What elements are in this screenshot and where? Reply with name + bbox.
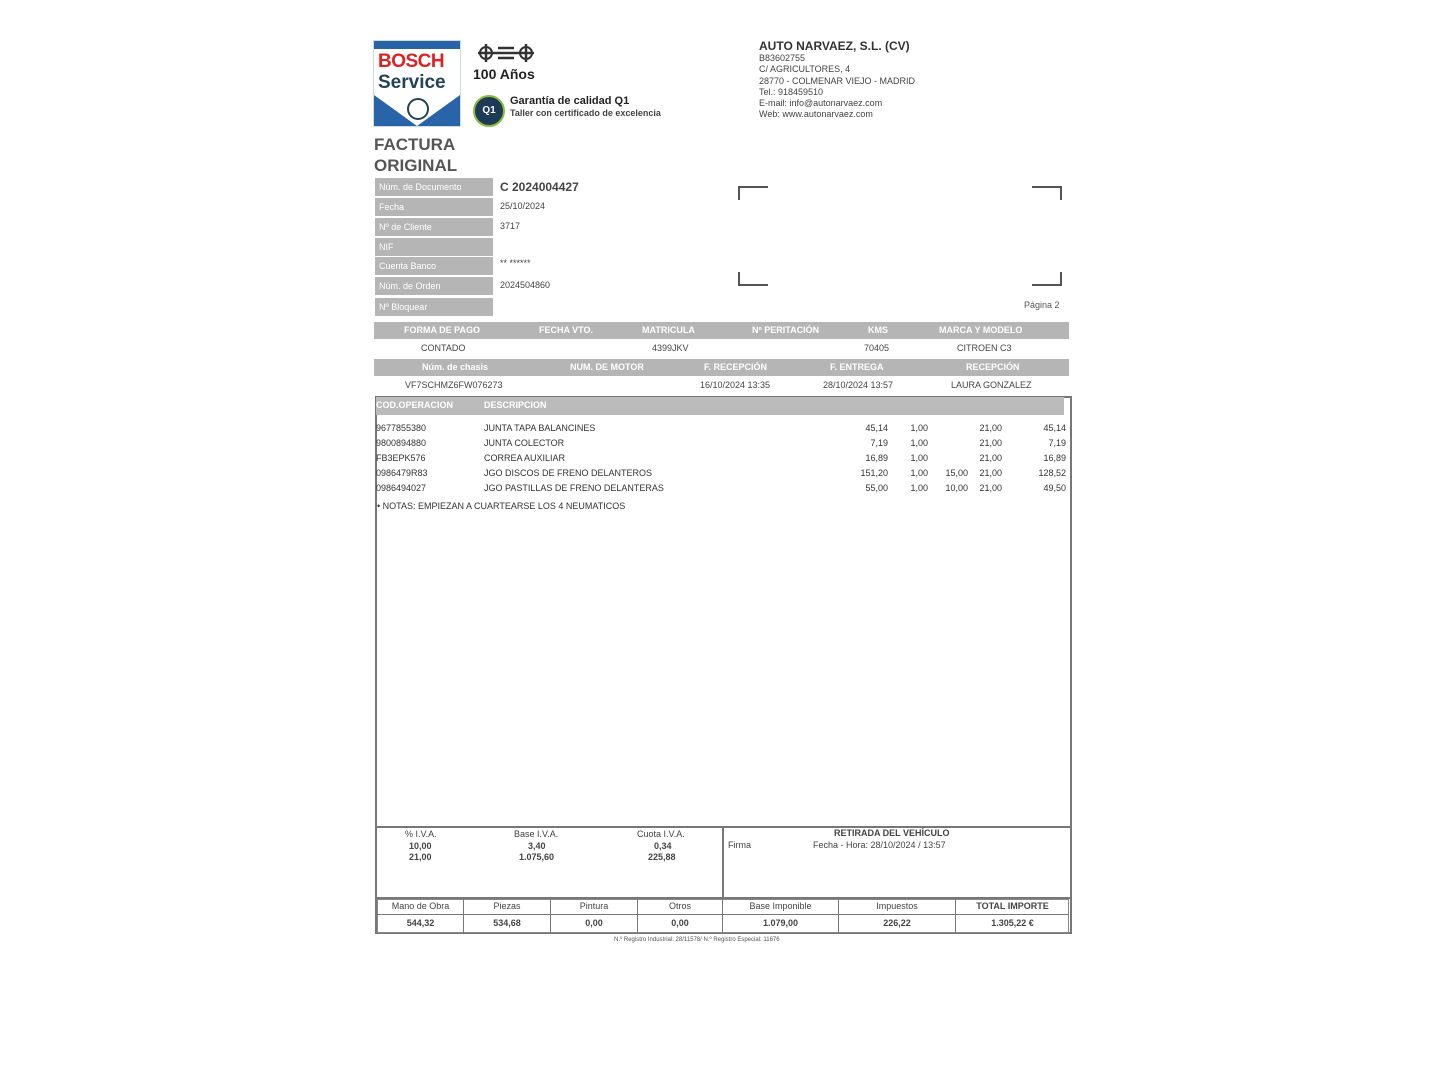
wrench-icon (476, 40, 536, 66)
bank-account: ** ****** (500, 258, 531, 268)
detail-header: COD.OPERACION DESCRIPCION (376, 397, 1064, 415)
taxable-base-value: 1.079,00 (762, 918, 799, 928)
total-label: TOTAL IMPORTE (976, 901, 1049, 911)
quality-subtitle: Taller con certificado de excelencia (510, 108, 661, 118)
vat-rate-header: % I.V.A. (405, 829, 437, 839)
divider (377, 914, 1069, 915)
vehicle-values-2: VF7SCHMZ6FW076273 16/10/2024 13:35 28/10/2024 13:57 LAURA GONZALEZ (405, 380, 1032, 390)
service-logo-text: Service (378, 72, 446, 93)
q1-badge-icon: Q1 (473, 95, 505, 127)
bosch-service-logo (373, 40, 461, 127)
line-item: 0986479R83 JGO DISCOS DE FRENO DELANTEROS 151,20 1,00 15,00 21,00 128,52 (376, 468, 1066, 478)
window-corner (1032, 186, 1062, 200)
company-email: E-mail: info@autonarvaez.com (759, 98, 883, 109)
divider (722, 828, 724, 898)
other-value: 0,00 (671, 918, 689, 928)
field-label: Fecha (375, 198, 493, 216)
taxes-label: Impuestos (876, 901, 918, 911)
pickup-title: RETIRADA DEL VEHÍCULO (834, 828, 950, 838)
vat-quota-header: Cuota I.V.A. (637, 829, 685, 839)
vat-base-header: Base I.V.A. (514, 829, 559, 839)
registry-footer: N.º Registro Industrial: 28/11578/ N.º Registro Especial: 11676 (614, 937, 780, 943)
company-info (759, 41, 915, 120)
vehicle-header-1: FORMA DE PAGO FECHA VTO. MATRICULA Nº PERITACIÓN KMS MARCA Y MODELO (374, 322, 1069, 339)
labor-value: 544,32 (406, 918, 435, 928)
field-label: Núm. de Orden (375, 277, 493, 295)
window-corner (738, 272, 768, 286)
quality-title: Garantía de calidad Q1 (510, 95, 630, 107)
document-title: FACTURA ORIGINAL (374, 135, 458, 175)
vat-quota: 0,34 (654, 841, 672, 851)
paint-label: Pintura (579, 901, 609, 911)
bosch-emblem-icon (407, 98, 429, 120)
taxes-value: 226,22 (883, 918, 911, 928)
vat-rate: 10,00 (409, 841, 432, 851)
vehicle-header-2: Núm. de chasis NUM. DE MOTOR F. RECEPCIÓN F. ENTREGA RECEPCIÓN (374, 359, 1069, 376)
line-item: 9800894880 JUNTA COLECTOR 7,19 1,00 21,00 7,19 (376, 438, 1066, 448)
bosch-logo-text: BOSCH (378, 51, 445, 72)
company-web: Web: www.autonarvaez.com (759, 109, 873, 120)
parts-label: Piezas (493, 901, 521, 911)
order-number: 2024504860 (500, 280, 551, 290)
company-cif: B83602755 (759, 53, 806, 64)
page-number: Página 2 (1024, 300, 1060, 310)
signature-label: Firma (728, 840, 751, 850)
notes: • NOTAS: EMPIEZAN A CUARTEARSE LOS 4 NEUMATICOS (377, 501, 626, 511)
taxable-base-label: Base Imponible (749, 901, 812, 911)
company-phone: Tel.: 918459510 (759, 86, 824, 97)
other-label: Otros (668, 901, 691, 911)
parts-value: 534,68 (493, 918, 521, 928)
field-label: Núm. de Documento (375, 178, 493, 196)
line-item: FB3EPK576 CORREA AUXILIAR 16,89 1,00 21,00 16,89 (376, 453, 1066, 463)
client-number: 3717 (500, 221, 521, 231)
pickup-datetime: Fecha - Hora: 28/10/2024 / 13:57 (813, 840, 946, 850)
field-label: Cuenta Banco (375, 257, 493, 275)
line-item: 9677855380 JUNTA TAPA BALANCINES 45,14 1,00 21,00 45,14 (376, 423, 1066, 433)
company-address: C/ AGRICULTORES, 4 (759, 64, 851, 75)
total-value: 1.305,22 € (991, 918, 1034, 928)
labor-label: Mano de Obra (391, 901, 450, 911)
paint-value: 0,00 (585, 918, 603, 928)
company-city: 28770 - COLMENAR VIEJO - MADRID (759, 75, 916, 86)
divider (376, 826, 1072, 828)
window-corner (738, 186, 768, 200)
vehicle-values-1: CONTADO 4399JKV 70405 CITROEN C3 (421, 343, 1012, 353)
anniversary-label: 100 Años (473, 66, 535, 82)
document-date: 25/10/2024 (500, 201, 546, 211)
line-item: 0986494027 JGO PASTILLAS DE FRENO DELANTERAS 55,00 1,00 10,00 21,00 49,50 (376, 483, 1066, 493)
window-corner (1032, 272, 1062, 286)
vat-base: 3,40 (528, 841, 546, 851)
vat-base: 1.075,60 (519, 852, 555, 862)
vat-quota: 225,88 (648, 852, 676, 862)
document-number: C 2024004427 (500, 180, 579, 194)
vat-rate: 21,00 (409, 852, 432, 862)
company-name: AUTO NARVAEZ, S.L. (CV) (759, 39, 910, 53)
field-label: NIF (375, 238, 493, 256)
field-label: Nº Bloquear (375, 298, 493, 316)
field-label: Nº de Cliente (375, 218, 493, 236)
